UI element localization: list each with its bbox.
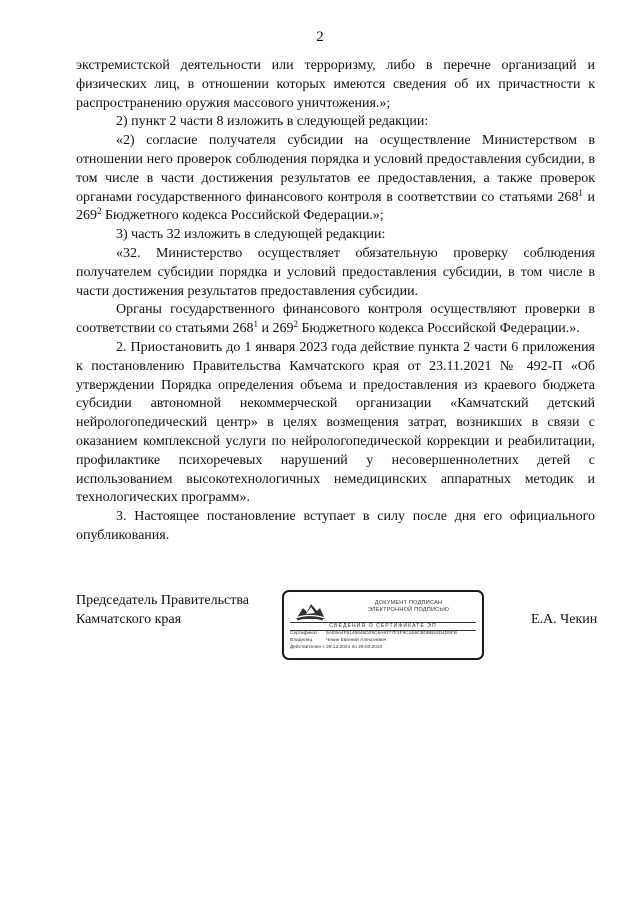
- paragraph: 2. Приостановить до 1 января 2023 года действие пункта 2 части 6 приложения к постановлению Правительства Камчатского края от 23.11.2021 № 492-П «Об утверждении Порядка определения объема и предоставления из краевого бюджета субсидии автономной некоммерческой организации «Камчатский детский нейрологопедический центр» в целях возмещения затрат, возникших в связи с оказанием комплексной услуги по нейрологопедической коррекции и реабилитации, профилактике психоречевых нарушений у несовершеннолетних детей с использованием высокотехнологичных немедицинских аппаратных методик и технологических программ».: [76, 339, 595, 506]
- page-number: 2: [316, 29, 324, 45]
- paragraph-text: и 269: [257, 321, 294, 337]
- stamp-band-title: СВЕДЕНИЯ О СЕРТИФИКАТЕ ЭП: [290, 622, 476, 631]
- paragraph-text: Органы государственного финансового контроля осуществляют проверки в соответствии со статьями 268: [76, 302, 595, 337]
- stamp-cert-label: Сертификат: [290, 631, 318, 636]
- electronic-signature-stamp: [282, 590, 484, 660]
- signer-name: Е.А. Чекин: [531, 612, 598, 627]
- paragraph: 2) пункт 2 части 8 изложить в следующей редакции:: [116, 114, 429, 130]
- paragraph: [76, 132, 595, 226]
- signer-title: [76, 591, 249, 629]
- paragraph-text: Бюджетного кодекса Российской Федерации.»;: [101, 208, 384, 224]
- document-body: [76, 57, 595, 546]
- superscript: 1: [578, 187, 583, 198]
- superscript: 1: [253, 319, 258, 330]
- stamp-valid-value: с 29.12.2021 по 29.03.2023: [322, 645, 383, 650]
- stamp-cert-value: 5AE9A4F5149648D29C6A9777F2F9C1E6C8DBB52D4D5FB: [326, 631, 457, 636]
- stamp-owner-row: [290, 638, 478, 644]
- stamp-owner-label: Владелец: [290, 638, 313, 643]
- stamp-cert-row: [290, 631, 478, 637]
- stamp-owner-value: Чекин Евгений Алексеевич: [326, 638, 387, 643]
- stamp-heading: [336, 600, 481, 614]
- signer-title-line: Камчатского края: [76, 612, 182, 627]
- stamp-heading-line: ДОКУМЕНТ ПОДПИСАН: [374, 600, 443, 606]
- paragraph-text: «2) согласие получателя субсидии на осуществление Министерством в отношении него проверок соблюдения порядка и условий предоставления субсидии, в том числе в части достижения результатов ее предоставления, а также проверок органами государственного финансового контроля в соответствии со статьями 268: [76, 133, 595, 205]
- paragraph: 3) часть 32 изложить в следующей редакции:: [116, 227, 386, 243]
- stamp-heading-line: ЭЛЕКТРОННОЙ ПОДПИСЬЮ: [367, 607, 450, 613]
- superscript: 2: [293, 319, 298, 330]
- paragraph: «32. Министерство осуществляет обязательную проверку соблюдения получателем субсидии порядка и условий предоставления субсидии, в том числе в части достижения результатов предоставления субсидии.: [76, 245, 595, 299]
- signer-title-line: Председатель Правительства: [76, 593, 249, 608]
- paragraph: 3. Настоящее постановление вступает в силу после дня его официального опубликования.: [76, 509, 595, 543]
- paragraph: [76, 301, 595, 339]
- stamp-valid-label: Действителен: [290, 645, 322, 650]
- paragraph-text: и 269: [76, 189, 595, 224]
- superscript: 2: [97, 206, 102, 217]
- emblem-icon: [293, 598, 327, 621]
- paragraph: экстремистской деятельности или терроризму, либо в перечне организаций и физических лиц, в отношении которых имеются сведения об их причастности к распространению оружия массового уничтожения.»;: [76, 58, 595, 111]
- paragraph-text: Бюджетного кодекса Российской Федерации.».: [297, 321, 580, 337]
- stamp-valid-row: [290, 645, 478, 651]
